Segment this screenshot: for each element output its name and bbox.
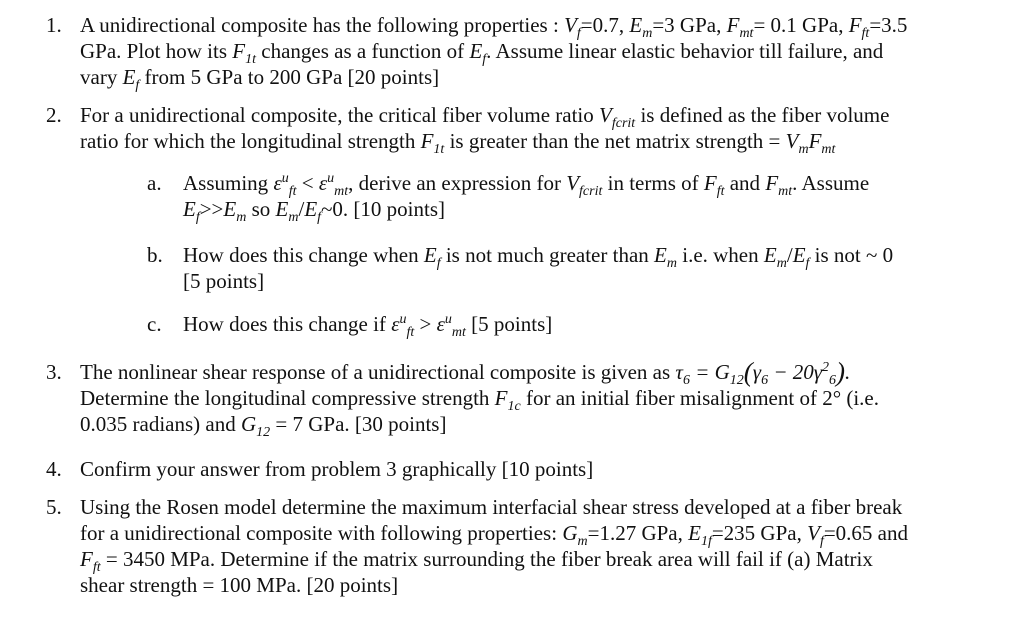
subproblem-letter: b. bbox=[147, 243, 163, 267]
problem-number: 1. bbox=[46, 13, 62, 37]
problem-text: The nonlinear shear response of a unidirectional composite is given as $\tau_6 = G_{12}(\gamma_6 - 20\gamma^2_6)$. Determine the longitudinal compressive strength $F_{1c}$ for an initial fiber misalignment of 2° (i.e. 0.035 radians) and $G_{12} = 7$ GPa. [30 points] bbox=[80, 357, 880, 441]
problem-text: For a unidirectional composite, the critical fiber volume ratio $V_{fcrit}$ is defined as the fiber volume ratio for which the longitudinal strength $F_{1t}$ is greater than the net matrix strength = $V_mF_{mt}$ bbox=[80, 103, 890, 158]
problem-number: 2. bbox=[46, 103, 62, 127]
problem-text: A unidirectional composite has the following properties : $V_f=0.7$, $E_m=3$ GPa, $F_{mt}= 0.1$ GPa, $F_{ft}=3.5$ GPa. Plot how its $F_{1t}$ changes as a function of $E_f$. Assume linear elastic behavior till failure, and vary $E_f$ from 5 GPa to 200 GPa [20 points] bbox=[80, 13, 908, 94]
problem-number: 4. bbox=[46, 457, 62, 481]
problem-text: Using the Rosen model determine the maximum interfacial shear stress developed at a fiber break for a unidirectional composite with following properties: $G_m=1.27$ GPa, $E_{1f}=235$ GPa, $V_f=0.65$ and $F_{ft} = 3450$ MPa. Determine if the matrix surrounding the fiber break area will fail if (a) Matrix shear strength = 100 MPa. [20 points] bbox=[80, 495, 908, 597]
subproblem-letter: a. bbox=[147, 171, 162, 195]
shear-equation: $\tau_6 = G_{12}(\gamma_6 - 20\gamma^2_6)$. bbox=[675, 357, 851, 389]
problem-number: 3. bbox=[46, 360, 62, 384]
subproblem-text: How does this change when $E_f$ is not much greater than $E_m$ i.e. when $E_m/E_f$ is not ~ 0 [5 points] bbox=[183, 243, 894, 293]
problem-text: Confirm your answer from problem 3 graphically [10 points] bbox=[80, 457, 594, 481]
subproblem-letter: c. bbox=[147, 312, 162, 336]
problem-number: 5. bbox=[46, 495, 62, 519]
subproblem-text: How does this change if $\varepsilon^u_{ft} > \varepsilon^u_{mt}$ [5 points] bbox=[183, 312, 553, 341]
subproblem-text: Assuming $\varepsilon^u_{ft} < \varepsilon^u_{mt}$, derive an expression for $V_{fcrit}$ in terms of $F_{ft}$ and $F_{mt}$. Assume $E_f>>E_m$ so $E_m/E_f\sim 0$. [10 points] bbox=[183, 171, 870, 226]
